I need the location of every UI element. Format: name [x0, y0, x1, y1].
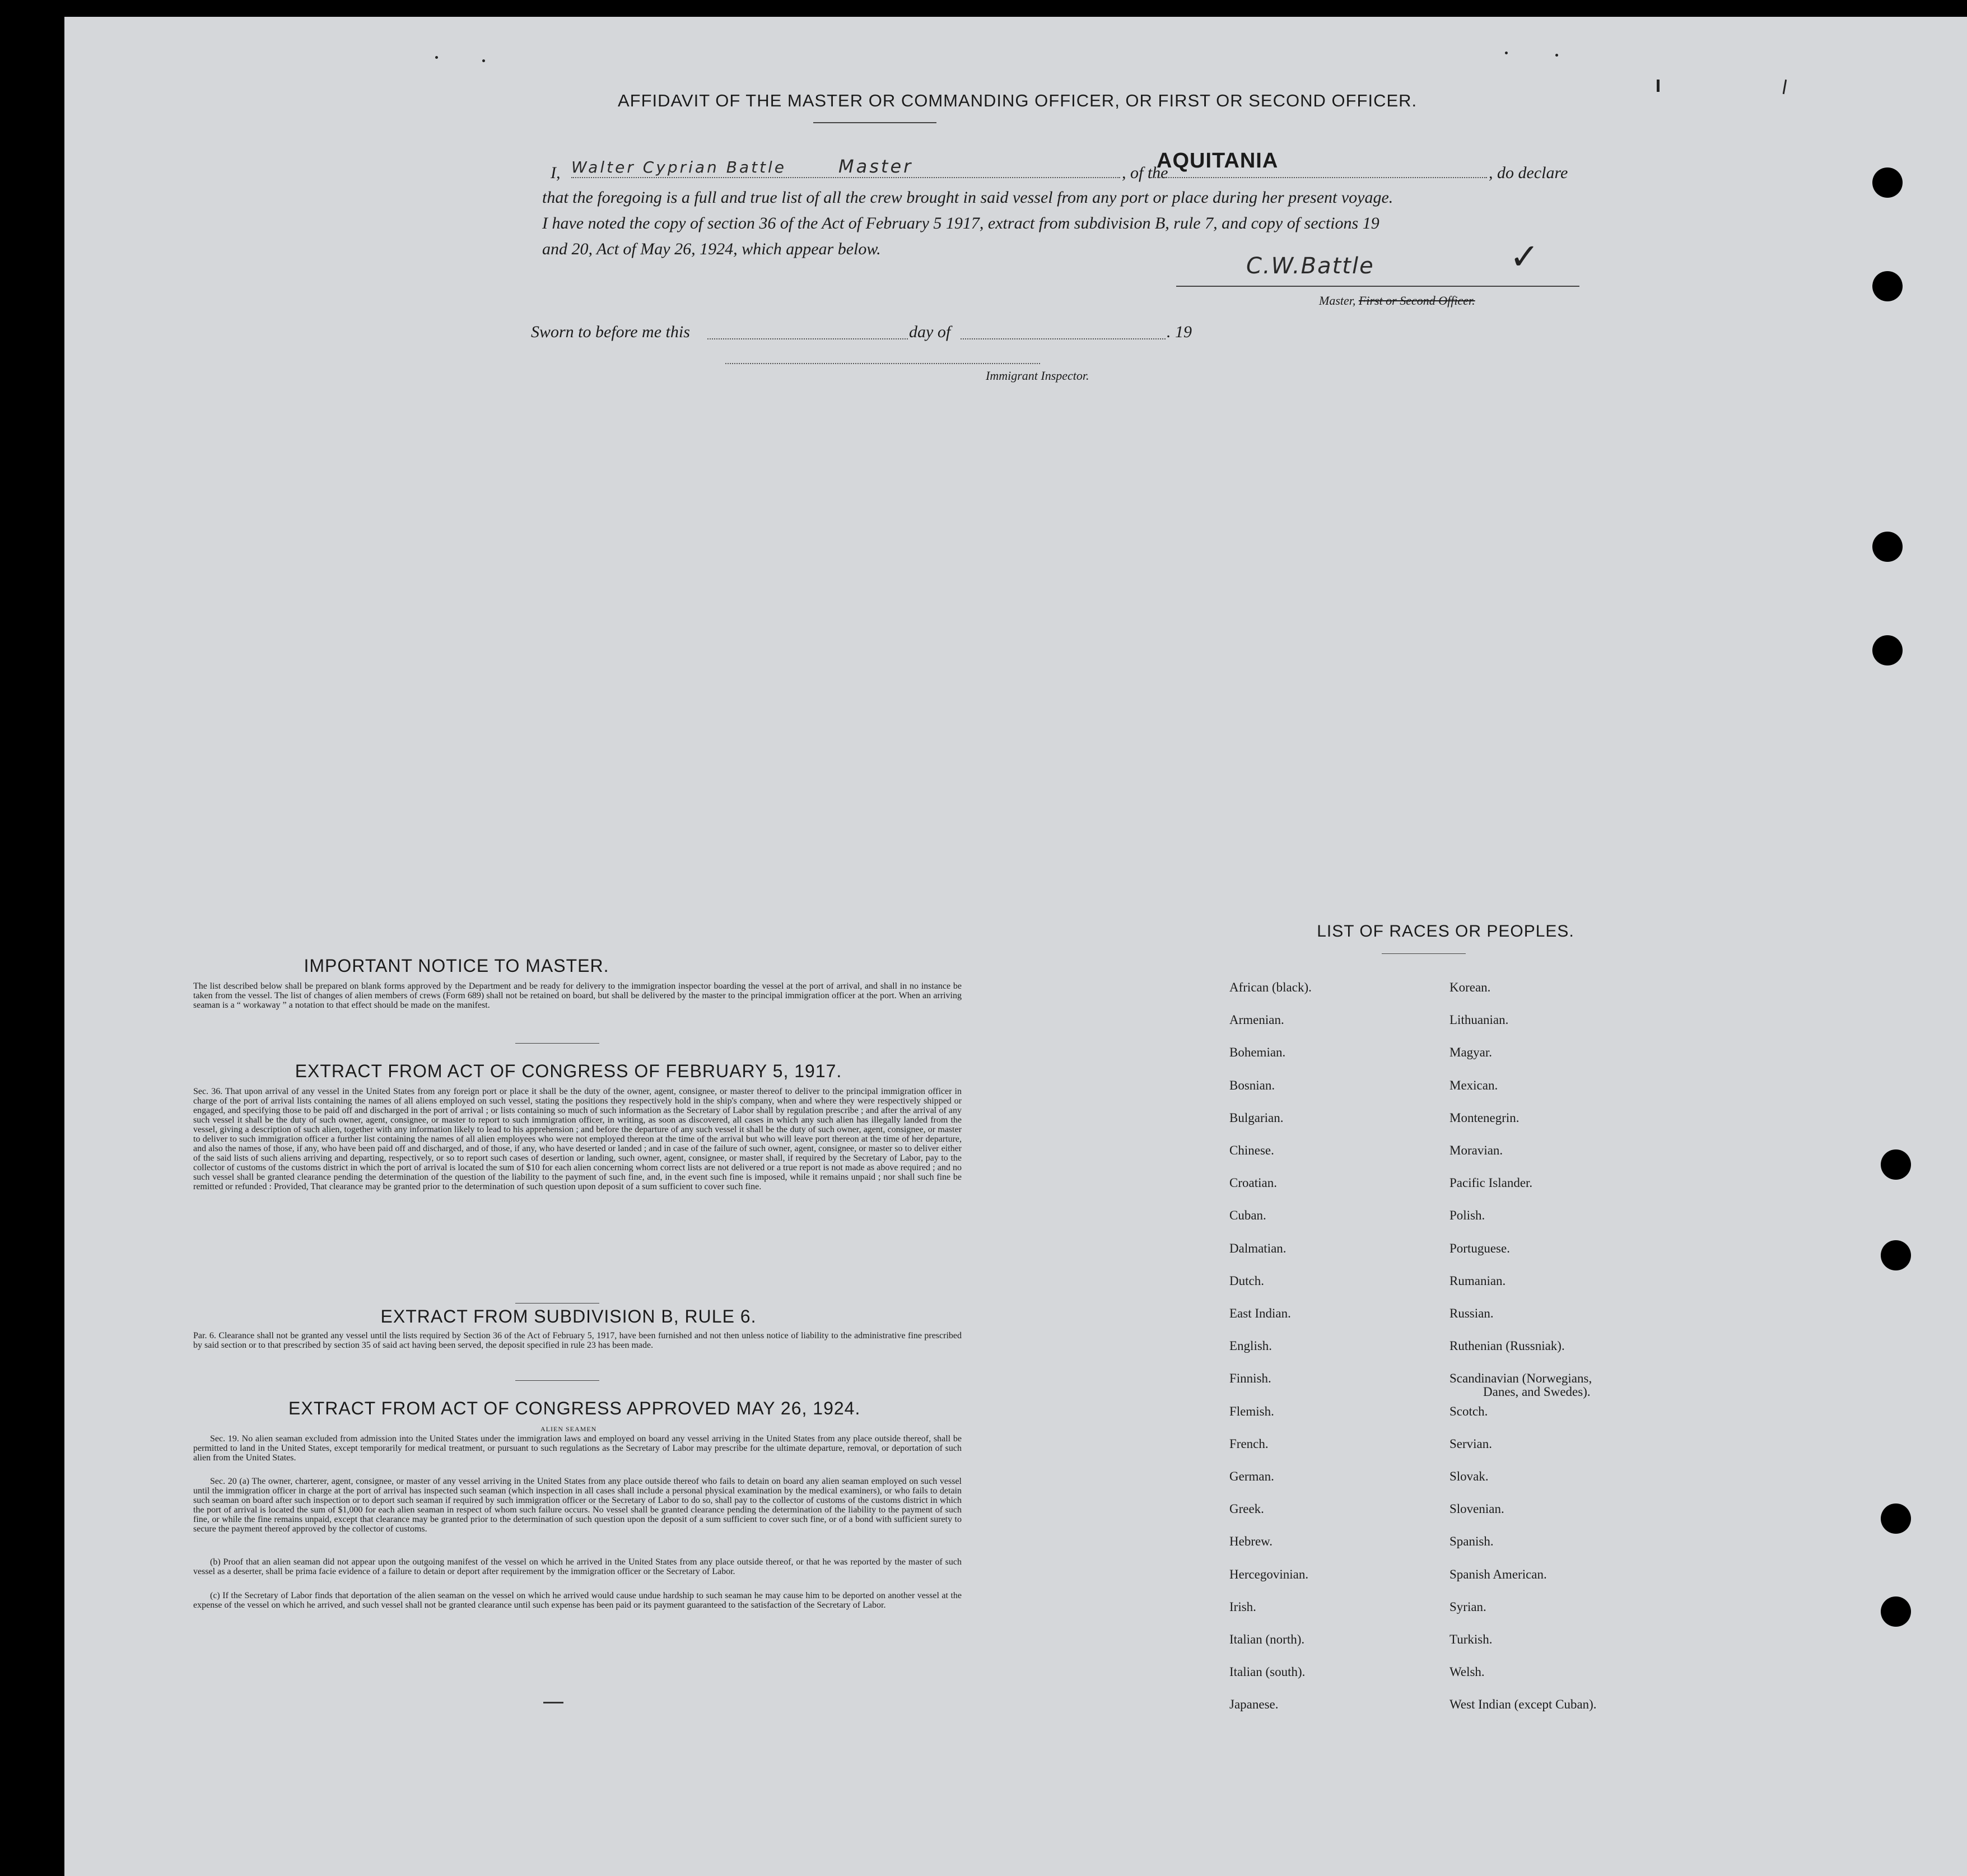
- tick-mark: [1783, 80, 1787, 94]
- race-item: Polish.: [1449, 1208, 1485, 1223]
- race-item: Scandinavian (Norwegians,: [1449, 1371, 1592, 1386]
- race-item: Magyar.: [1449, 1045, 1493, 1060]
- race-item: Irish.: [1229, 1599, 1256, 1614]
- sec-20c-text: (c) If the Secretary of Labor finds that deportation of the alien seaman on the vessel on which he arrived would cause undue hardship to such seaman he may cause him to be deported on another vessel at the expense of the vessel on which he arrived, and such vessel shall not be granted clearance until such expense has been paid or its payment guaranteed to the satisfaction of the Secretary of Labor.: [193, 1591, 962, 1610]
- race-item: Greek.: [1229, 1502, 1264, 1516]
- punch-hole: [1872, 271, 1903, 301]
- year-label: . 19: [1167, 323, 1192, 341]
- master-signature: C.W.Battle: [1246, 253, 1374, 279]
- punch-hole: [1872, 635, 1903, 665]
- race-item: Servian.: [1449, 1436, 1493, 1451]
- affidavit-i-label: I,: [551, 164, 561, 182]
- race-item: French.: [1229, 1436, 1269, 1451]
- affidavit-title: AFFIDAVIT OF THE MASTER OR COMMANDING OFFICER, OR FIRST OR SECOND OFFICER.: [618, 91, 1418, 110]
- do-declare-label: , do declare: [1489, 164, 1568, 182]
- sworn-day-line: [707, 338, 908, 339]
- affidavit-line-3: I have noted the copy of section 36 of the Act of February 5 1917, extract from subdivision B, rule 7, and copy of sections 19: [542, 214, 1379, 232]
- race-item: Finnish.: [1229, 1371, 1271, 1386]
- extract-1917-divider: [515, 1303, 599, 1304]
- race-item: Chinese.: [1229, 1143, 1274, 1157]
- affidavit-line-2: that the foregoing is a full and true list of all the crew brought in said vessel from any port or place during her present voyage.: [542, 188, 1393, 207]
- inspector-label: Immigrant Inspector.: [986, 369, 1089, 383]
- race-item: English.: [1229, 1339, 1273, 1353]
- name-line: [571, 177, 1120, 178]
- rule6-text: Par. 6. Clearance shall not be granted any vessel until the lists required by Section 36 of the Act of February 5, 1917, have been furnished and not then unless notice of liability to the administrative fine prescribed by said section or to that prescribed by section 35 of said act having been served, the deposit specified in rule 23 has been made.: [193, 1331, 962, 1350]
- sec-20a-text: Sec. 20 (a) The owner, charterer, agent, consignee, or master of any vessel arriving in the United States from any place outside thereof who fails to detain on board any alien seaman employed on such vessel until the immigration officer in charge at the port of arrival has inspected such seaman (which inspection in all cases shall include a personal physical examination by the medical examiners), or who fails to detain such seaman on board after such inspection or to deport such seaman if required by such immigration officer or the Secretary of Labor to do so, shall pay to the collector of customs of the customs district in which the port of arrival is located the sum of $1,000 for each alien seaman in respect of whom such failure occurs. No vessel shall be granted clearance pending the determination of the liability to the payment of such fine, or while the fine remains unpaid, except that clearance may be granted prior to the determination of such question upon the deposit of a sum sufficient to cover such fine, or of a bond with sufficient surety to secure the payment thereof approved by the collector of customs.: [193, 1477, 962, 1534]
- extract-1917-text: Sec. 36. That upon arrival of any vessel in the United States from any foreign port or place it shall be the duty of the owner, agent, consignee, or master thereof to deliver to the principal immigration officer in charge of the port of arrival lists containing the names of all aliens employed on such vessel, stating the positions they respectively hold in the ship's company, when and where they were respectively shipped or engaged, and specifying those to be paid off and discharged in the port of arrival ; or lists containing so much of such information as the Secretary of Labor shall by regulation prescribe ; and after the arrival of any such vessel it shall be the duty of such owner, agent, consignee, or master to report to such immigration officer, in writing, as soon as discovered, all cases in which any such alien has illegally landed from the vessel, giving a description of such alien, together with any information likely to lead to his apprehension ; and before the departure of any such vessel it shall be the duty of such owner, agent, consignee, or master to deliver to such immigration officer a further list containing the names of all alien employees who were not employed thereon at the time of the arrival but who will leave port thereon at the time of her departure, and also the names of those, if any, who have been paid off and discharged, and of those, if any, who have deserted or landed ; and in case of the failure of such owner, agent, consignee, or master so to deliver either of the said lists of such aliens arriving and departing, respectively, or so to report such cases of desertion or landing, such owner, agent, consignee, or master shall, if required by the Secretary of Labor, pay to the collector of customs of the customs district in which the port of arrival is located the sum of $10 for each alien concerning whom correct lists are not delivered or a true report is not made as above required ; and no such vessel shall be granted clearance pending the determination of the question of the liability to the payment of such fine, and, in the event such fine is imposed, while it remains unpaid ; nor shall such fine be remitted or refunded : Provided, That clearance may be granted prior to the determination of such question upon deposit of a sum sufficient to cover such fine.: [193, 1087, 962, 1191]
- tick-mark: [1657, 80, 1660, 92]
- races-title: LIST OF RACES OR PEOPLES.: [1317, 922, 1574, 941]
- race-item: Dutch.: [1229, 1273, 1264, 1288]
- race-item: Russian.: [1449, 1306, 1494, 1320]
- speck-mark: [435, 56, 438, 59]
- document-page: [64, 17, 1967, 1876]
- sworn-label: Sworn to before me this: [531, 323, 690, 341]
- race-item: Cuban.: [1229, 1208, 1266, 1223]
- race-item: Slovak.: [1449, 1469, 1489, 1483]
- inspector-signature-line: [725, 363, 1040, 364]
- sworn-month-line: [961, 338, 1166, 339]
- race-item: Bohemian.: [1229, 1045, 1286, 1060]
- punch-hole: [1881, 1149, 1911, 1180]
- race-item: Rumanian.: [1449, 1273, 1506, 1288]
- race-item: Portuguese.: [1449, 1241, 1510, 1255]
- stray-mark: [543, 1702, 563, 1703]
- race-item: Mexican.: [1449, 1078, 1498, 1092]
- race-item: German.: [1229, 1469, 1274, 1483]
- race-item: Spanish American.: [1449, 1567, 1547, 1581]
- punch-hole: [1881, 1240, 1911, 1270]
- race-item: West Indian (except Cuban).: [1449, 1697, 1597, 1712]
- signer-title: [1319, 294, 1475, 308]
- sec-20b-text: (b) Proof that an alien seaman did not appear upon the outgoing manifest of the vessel on which he arrived in the United States from any place outside thereof, or that he was reported by the master of such vessel as a deserter, shall be prima facie evidence of a failure to detain or deport after requirement by the immigration officer or the Secretary of Labor.: [193, 1557, 962, 1576]
- race-item: Slovenian.: [1449, 1502, 1504, 1516]
- race-item: Syrian.: [1449, 1599, 1486, 1614]
- punch-hole: [1872, 167, 1903, 198]
- race-item: Italian (north).: [1229, 1632, 1305, 1646]
- race-item: Montenegrin.: [1449, 1110, 1519, 1125]
- race-item: Croatian.: [1229, 1176, 1277, 1190]
- vessel-line: [1151, 177, 1487, 178]
- race-item: Welsh.: [1449, 1665, 1485, 1679]
- race-item: Lithuanian.: [1449, 1013, 1509, 1027]
- race-item: Hebrew.: [1229, 1534, 1273, 1549]
- alien-seamen-subtitle: ALIEN SEAMEN: [540, 1425, 597, 1433]
- punch-hole: [1881, 1596, 1911, 1627]
- races-divider: [1382, 953, 1466, 954]
- race-item: Turkish.: [1449, 1632, 1493, 1646]
- signer-title-prefix: Master,: [1319, 294, 1356, 308]
- notice-divider: [515, 1043, 599, 1044]
- race-item: Bosnian.: [1229, 1078, 1275, 1092]
- notice-text: The list described below shall be prepared on blank forms approved by the Department and be ready for delivery to the immigration inspector boarding the vessel at the port of arrival, and shall in no instance be taken from the vessel. The list of changes of alien members of crews (Form 689) shall not be retained on board, but shall be delivered by the master to the principal immigration officer at the port. When an arriving seaman is a “ workaway ” a notation to that effect should be made on the manifest.: [193, 981, 962, 1010]
- race-item: Ruthenian (Russniak).: [1449, 1339, 1565, 1353]
- race-item: Italian (south).: [1229, 1665, 1306, 1679]
- check-mark-icon: ✓: [1509, 236, 1540, 278]
- rule6-title: EXTRACT FROM SUBDIVISION B, RULE 6.: [380, 1306, 757, 1326]
- race-item: Moravian.: [1449, 1143, 1503, 1157]
- race-item: Hercegovinian.: [1229, 1567, 1309, 1581]
- race-item: Korean.: [1449, 980, 1491, 994]
- race-item: Spanish.: [1449, 1534, 1494, 1549]
- signer-title-struck: First or Second Officer.: [1358, 294, 1475, 308]
- crew-master-name: Walter Cyprian Battle: [571, 158, 787, 176]
- signature-line: [1176, 286, 1579, 287]
- speck-mark: [1505, 52, 1508, 54]
- punch-hole: [1881, 1503, 1911, 1534]
- title-underline: [813, 122, 936, 123]
- of-the-label: , of the: [1122, 164, 1168, 182]
- speck-mark: [482, 59, 485, 62]
- race-item: Dalmatian.: [1229, 1241, 1287, 1255]
- race-item: Scotch.: [1449, 1404, 1488, 1418]
- punch-hole: [1872, 532, 1903, 562]
- race-item: Flemish.: [1229, 1404, 1274, 1418]
- rule6-divider: [515, 1380, 599, 1381]
- extract-1917-title: EXTRACT FROM ACT OF CONGRESS OF FEBRUARY 5, 1917.: [295, 1061, 842, 1081]
- affidavit-line-4: and 20, Act of May 26, 1924, which appear below.: [542, 240, 881, 258]
- speck-mark: [1555, 54, 1558, 57]
- day-of-label: day of: [909, 323, 951, 341]
- vessel-name-stamp: AQUITANIA: [1157, 149, 1279, 173]
- notice-title: IMPORTANT NOTICE TO MASTER.: [304, 956, 609, 976]
- crew-master-rank: Master: [838, 156, 913, 177]
- sec-19-text: Sec. 19. No alien seaman excluded from admission into the United States under the immigration laws and employed on board any vessel arriving in the United States from any place outside thereof, shall be permitted to land in the United States, except temporarily for medical treatment, or pursuant to such regulations as the Secretary of Labor may prescribe for the ultimate departure, removal, or deportation of such alien from the United States.: [193, 1434, 962, 1463]
- race-item: Pacific Islander.: [1449, 1176, 1533, 1190]
- race-item: African (black).: [1229, 980, 1312, 994]
- race-item: Bulgarian.: [1229, 1110, 1284, 1125]
- race-item: Japanese.: [1229, 1697, 1279, 1712]
- race-item-continuation: Danes, and Swedes).: [1483, 1385, 1591, 1399]
- extract-1924-title: EXTRACT FROM ACT OF CONGRESS APPROVED MAY 26, 1924.: [288, 1398, 861, 1418]
- race-item: Armenian.: [1229, 1013, 1284, 1027]
- race-item: East Indian.: [1229, 1306, 1291, 1320]
